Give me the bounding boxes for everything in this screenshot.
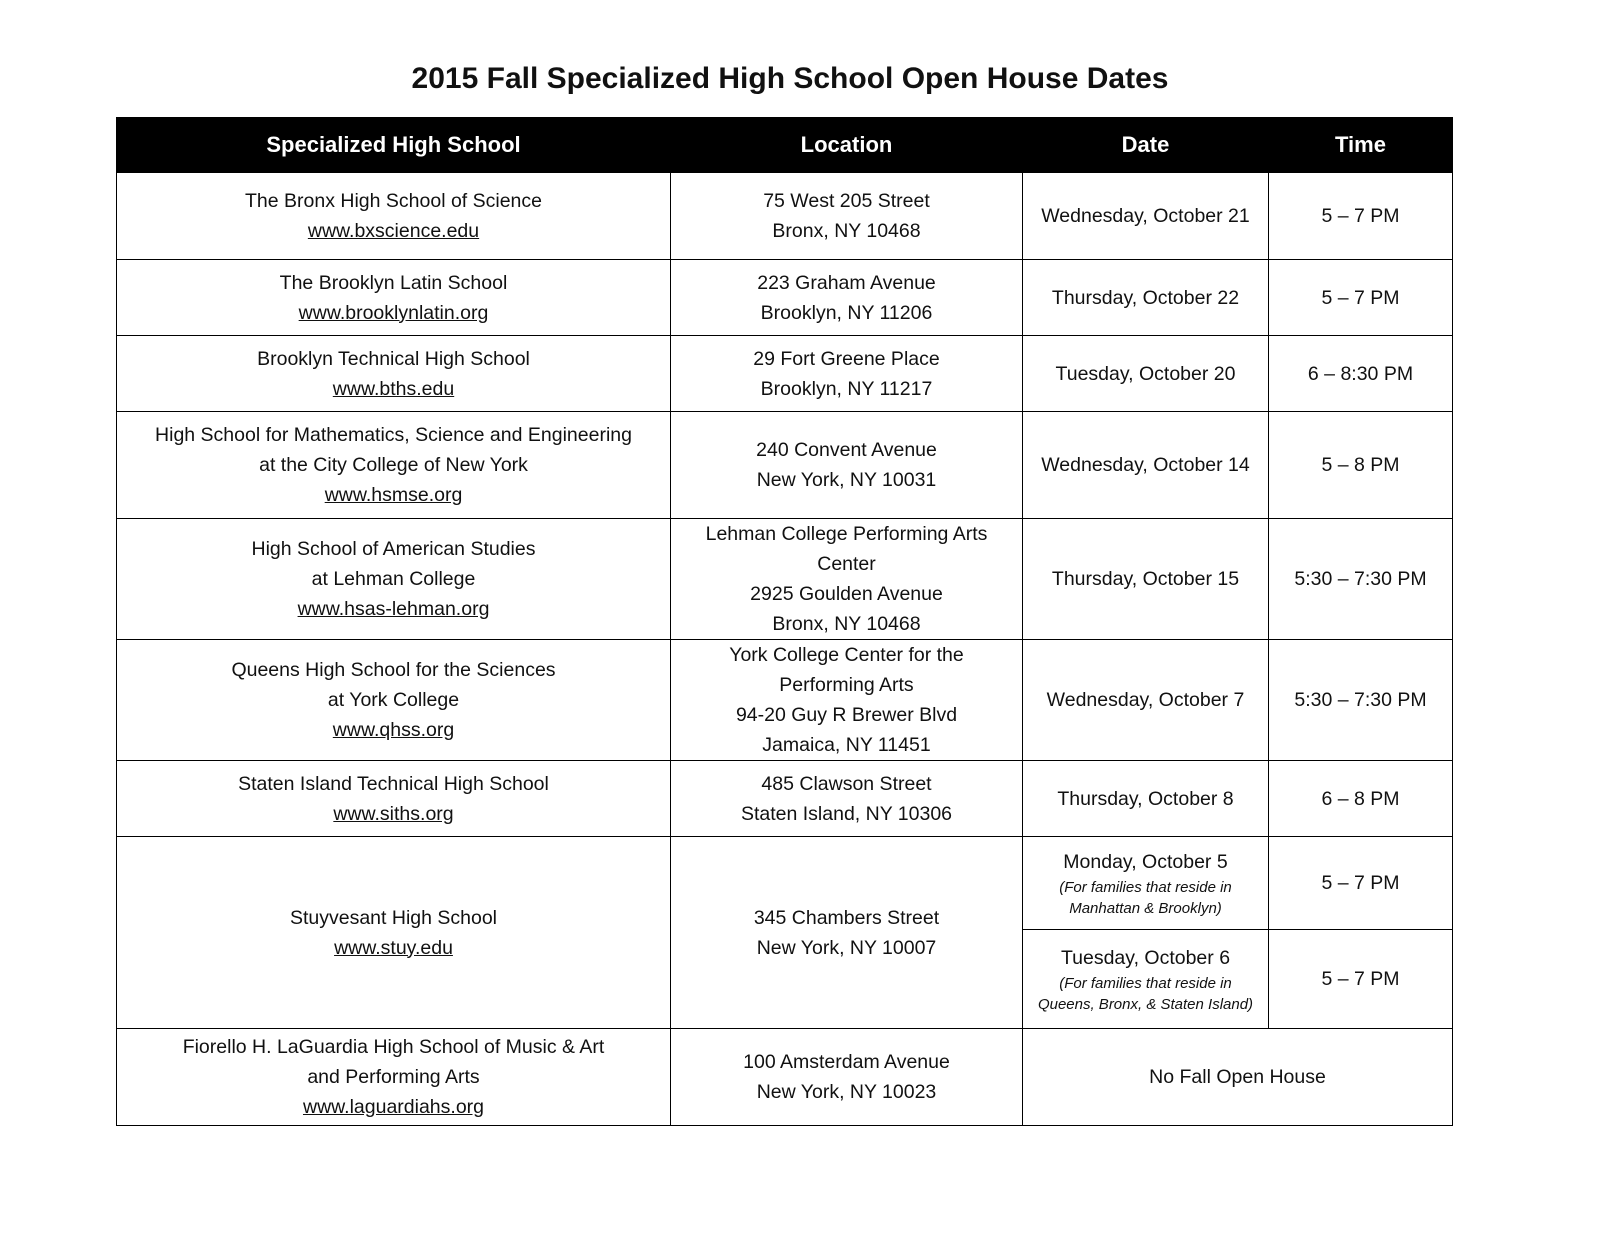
- date-text: Wednesday, October 7: [1046, 689, 1245, 711]
- school-website-link[interactable]: www.siths.org: [333, 802, 454, 825]
- school-name: The Bronx High School of Science: [245, 190, 542, 212]
- date-text: Wednesday, October 14: [1041, 454, 1250, 476]
- school-website-link[interactable]: www.laguardiahs.org: [302, 1096, 484, 1118]
- school-website-link[interactable]: www.stuy.edu: [334, 936, 453, 959]
- school-cell: [117, 412, 671, 519]
- date-cell: [1023, 519, 1269, 640]
- time-cell: 6 – 8 PM: [1269, 761, 1453, 837]
- school-website-link[interactable]: www.qhss.org: [332, 719, 455, 741]
- school-cell: [117, 837, 671, 1029]
- location-line: New York, NY 10031: [756, 469, 937, 491]
- school-name: and Performing Arts: [307, 1066, 480, 1088]
- header-location: Location: [671, 118, 1023, 173]
- location-line: Bronx, NY 10468: [772, 613, 921, 635]
- time-cell: 6 – 8:30 PM: [1269, 336, 1453, 412]
- time-cell: 5 – 7 PM: [1269, 930, 1453, 1029]
- school-website-link[interactable]: www.hsas-lehman.org: [297, 598, 490, 620]
- location-line: 29 Fort Greene Place: [753, 347, 940, 370]
- date-note: (For families that reside in: [1059, 975, 1232, 992]
- location-line: Lehman College Performing Arts: [705, 523, 988, 545]
- table-row: [117, 173, 1453, 260]
- school-cell: [117, 336, 671, 412]
- location-line: York College Center for the: [729, 644, 964, 666]
- school-name: Stuyvesant High School: [289, 906, 498, 929]
- date-cell: [1023, 761, 1269, 837]
- table-row: [117, 336, 1453, 412]
- table-header-row: [117, 118, 1453, 173]
- table-row: [117, 761, 1453, 837]
- table-row: [117, 837, 1453, 930]
- school-name: High School of American Studies: [251, 538, 536, 560]
- date-cell: [1023, 336, 1269, 412]
- date-text: Tuesday, October 20: [1055, 362, 1236, 385]
- location-line: 2925 Goulden Avenue: [750, 583, 943, 605]
- location-line: Performing Arts: [779, 674, 914, 696]
- school-name: Fiorello H. LaGuardia High School of Music & Art: [182, 1036, 605, 1058]
- location-cell: [671, 761, 1023, 837]
- date-note: Manhattan & Brooklyn): [1069, 900, 1222, 917]
- school-website-link[interactable]: www.bxscience.edu: [307, 220, 480, 242]
- school-name: High School for Mathematics, Science and Engineering: [155, 424, 632, 446]
- header-time: Time: [1269, 118, 1453, 173]
- table-row: [117, 640, 1453, 761]
- date-text: Thursday, October 8: [1057, 787, 1234, 810]
- school-name: at Lehman College: [311, 568, 476, 590]
- header-school: Specialized High School: [117, 118, 671, 173]
- header-date: Date: [1023, 118, 1269, 173]
- time-cell: 5:30 – 7:30 PM: [1269, 519, 1453, 640]
- location-line: 345 Chambers Street: [753, 906, 940, 929]
- date-note: Queens, Bronx, & Staten Island): [1037, 996, 1254, 1013]
- location-line: 100 Amsterdam Avenue: [743, 1051, 950, 1073]
- location-line: 240 Convent Avenue: [756, 439, 937, 461]
- table-row: [117, 519, 1453, 640]
- school-name: Queens High School for the Sciences: [231, 659, 556, 681]
- location-line: 75 West 205 Street: [763, 190, 930, 212]
- time-cell: 5 – 8 PM: [1269, 412, 1453, 519]
- open-house-table: [116, 117, 1453, 1126]
- date-text: Wednesday, October 21: [1041, 205, 1250, 227]
- date-cell: [1023, 930, 1269, 1029]
- school-name: Staten Island Technical High School: [238, 772, 549, 795]
- location-line: Bronx, NY 10468: [772, 220, 921, 242]
- location-cell: [671, 412, 1023, 519]
- location-cell: [671, 260, 1023, 336]
- location-line: Brooklyn, NY 11217: [760, 377, 933, 400]
- date-text: Tuesday, October 6: [1060, 947, 1231, 969]
- date-text: Thursday, October 15: [1051, 568, 1240, 590]
- location-cell: [671, 519, 1023, 640]
- date-text: Monday, October 5: [1063, 851, 1228, 873]
- location-line: Center: [817, 553, 876, 575]
- location-line: 485 Clawson Street: [761, 772, 932, 795]
- location-cell: [671, 837, 1023, 1029]
- table-row: [117, 260, 1453, 336]
- location-line: New York, NY 10007: [756, 936, 937, 959]
- school-cell: [117, 640, 671, 761]
- date-cell: [1023, 412, 1269, 519]
- date-text: Thursday, October 22: [1051, 286, 1240, 309]
- page-title: 2015 Fall Specialized High School Open House Dates: [411, 62, 1169, 95]
- time-cell: 5:30 – 7:30 PM: [1269, 640, 1453, 761]
- time-cell: 5 – 7 PM: [1269, 260, 1453, 336]
- school-cell: [117, 173, 671, 260]
- no-open-house-cell: No Fall Open House: [1023, 1029, 1453, 1126]
- school-name: at York College: [327, 689, 460, 711]
- table-row: [117, 1029, 1453, 1126]
- location-cell: [671, 336, 1023, 412]
- time-cell: 5 – 7 PM: [1269, 837, 1453, 930]
- location-line: Jamaica, NY 11451: [762, 734, 931, 756]
- date-cell: [1023, 173, 1269, 260]
- school-cell: [117, 761, 671, 837]
- school-cell: [117, 519, 671, 640]
- location-line: 94-20 Guy R Brewer Blvd: [735, 704, 958, 726]
- date-cell: [1023, 640, 1269, 761]
- location-line: New York, NY 10023: [756, 1081, 937, 1103]
- location-line: Brooklyn, NY 11206: [760, 301, 933, 324]
- date-cell: [1023, 837, 1269, 930]
- school-name: at the City College of New York: [259, 454, 528, 476]
- date-note: (For families that reside in: [1059, 879, 1232, 896]
- school-website-link[interactable]: www.brooklynlatin.org: [298, 301, 489, 324]
- location-line: 223 Graham Avenue: [757, 271, 936, 294]
- school-cell: [117, 260, 671, 336]
- location-cell: [671, 1029, 1023, 1126]
- location-line: Staten Island, NY 10306: [740, 802, 953, 825]
- table-row: [117, 412, 1453, 519]
- school-website-link[interactable]: www.bths.edu: [332, 377, 455, 400]
- school-name: The Brooklyn Latin School: [279, 271, 508, 294]
- school-cell: [117, 1029, 671, 1126]
- school-name: Brooklyn Technical High School: [257, 347, 530, 370]
- location-cell: [671, 173, 1023, 260]
- time-cell: 5 – 7 PM: [1269, 173, 1453, 260]
- location-cell: [671, 640, 1023, 761]
- school-website-link[interactable]: www.hsmse.org: [324, 484, 463, 506]
- date-cell: [1023, 260, 1269, 336]
